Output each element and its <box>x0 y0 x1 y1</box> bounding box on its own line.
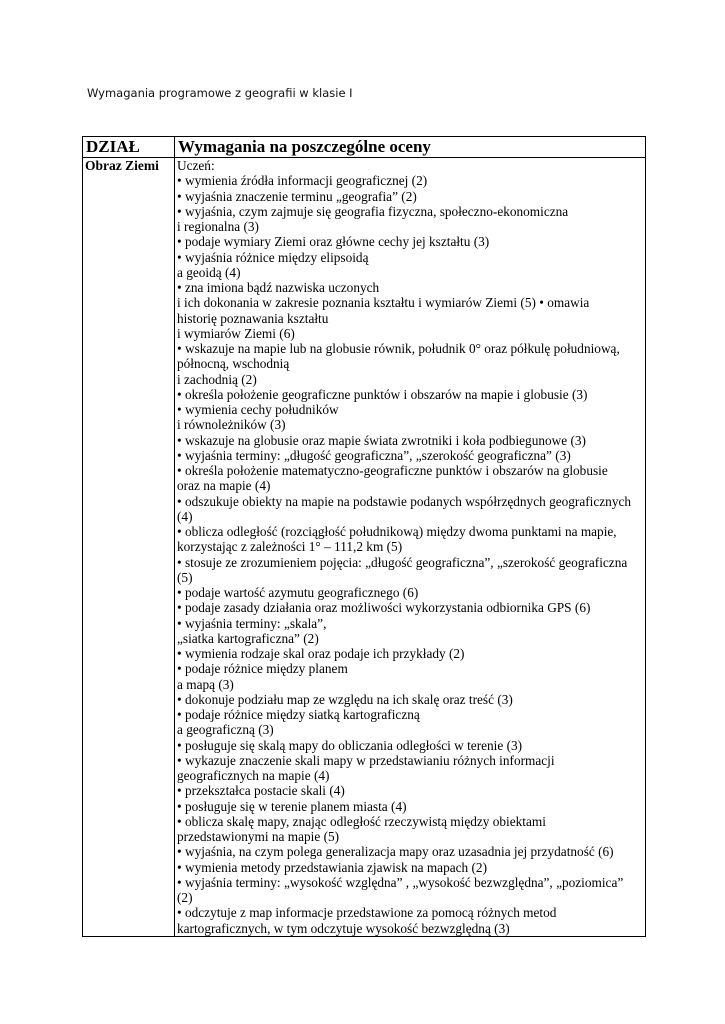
requirement-line: geograficznych na mapie (4) <box>177 768 330 783</box>
requirement-line: • oblicza skalę mapy, znając odległość rzeczywistą między obiektami <box>177 813 546 829</box>
requirement-line: korzystając z zależności 1° – 111,2 km (5) <box>177 539 403 555</box>
requirement-line: • wymienia źródła informacji geograficznej (2) <box>177 173 428 189</box>
header-requirements: Wymagania na poszczególne oceny <box>175 137 646 158</box>
requirement-line: (5) <box>177 569 193 585</box>
requirement-line: • wyjaśnia, na czym polega generalizacja mapy oraz uzasadnia jej przydatność (6) <box>177 844 614 860</box>
requirement-line: • wymienia cechy południków <box>177 402 339 417</box>
requirement-line: • wymienia rodzaje skal oraz podaje ich przykłady (2) <box>177 646 465 661</box>
table-row <box>83 158 646 937</box>
requirement-line: • wskazuje na mapie lub na globusie równik, południk 0° oraz półkulę południową, <box>177 341 620 356</box>
requirement-line: (4) <box>177 508 193 524</box>
requirement-line: • wymienia metody przedstawiania zjawisk na mapach (2) <box>177 859 488 875</box>
requirement-line: • posługuje się w terenie planem miasta (4) <box>177 798 407 814</box>
requirement-line: i równoleżników (3) <box>177 417 286 433</box>
requirement-line: • zna imiona bądź nazwiska uczonych <box>177 280 380 295</box>
requirement-line: • wyjaśnia terminy: „długość geograficzna”, „szerokość geograficzna” (3) <box>177 447 571 463</box>
requirement-line: • stosuje ze zrozumieniem pojęcia: „długość geograficzna”, „szerokość geograficzna <box>177 554 628 570</box>
requirement-line: • podaje różnice między planem <box>177 661 348 677</box>
requirement-line: i ich dokonania w zakresie poznania kształtu i wymiarów Ziemi (5) • omawia <box>177 295 590 311</box>
requirement-line: • oblicza odległość (rozciągłość południkową) między dwoma punktami na mapie, <box>177 524 617 539</box>
requirement-line: • podaje wymiary Ziemi oraz główne cechy jej kształtu (3) <box>177 234 490 250</box>
requirement-line: historię poznawania kształtu <box>177 310 329 326</box>
requirement-line: • wskazuje na globusie oraz mapie świata zwrotniki i koła podbiegunowe (3) <box>177 432 586 448</box>
requirement-line: • wyjaśnia różnice między elipsoidą <box>177 249 369 265</box>
requirement-line: • wyjaśnia terminy: „wysokość względna” , „wysokość bezwzględna”, „poziomica” <box>177 874 624 890</box>
requirement-line: (2) <box>177 890 193 905</box>
requirement-line: i zachodnią (2) <box>177 371 257 387</box>
requirement-line: a geoidą (4) <box>177 264 241 280</box>
requirement-line: i wymiarów Ziemi (6) <box>177 325 295 341</box>
requirement-line: • wyjaśnia terminy: „skala”, <box>177 615 327 631</box>
requirement-line: • odszukuje obiekty na mapie na podstawie podanych współrzędnych geograficznych <box>177 493 632 509</box>
requirement-line: przedstawionymi na mapie (5) <box>177 829 340 844</box>
requirement-line: • przekształca postacie skali (4) <box>177 783 345 799</box>
header-section: DZIAŁ <box>83 137 175 158</box>
requirement-line: • określa położenie matematyczno-geograficzne punktów i obszarów na globusie <box>177 463 608 478</box>
requirement-line: oraz na mapie (4) <box>177 478 271 494</box>
requirement-line: północną, wschodnią <box>177 356 290 372</box>
requirement-line: a mapą (3) <box>177 676 234 692</box>
requirement-line: • podaje wartość azymutu geograficznego (6) <box>177 585 419 600</box>
requirement-line: • określa położenie geograficzne punktów i obszarów na mapie i globusie (3) <box>177 386 588 402</box>
requirement-line: • podaje zasady działania oraz możliwości wykorzystania odbiornika GPS (6) <box>177 600 591 616</box>
requirement-line: • wykazuje znaczenie skali mapy w przedstawianiu różnych informacji <box>177 752 555 768</box>
requirement-line: a geograficzną (3) <box>177 722 274 738</box>
requirement-line: • wyjaśnia znaczenie terminu „geografia” (2) <box>177 188 417 204</box>
requirements-cell <box>175 158 646 937</box>
requirement-line: • podaje różnice między siatką kartograficzną <box>177 707 420 722</box>
requirement-line: • posługuje się skalą mapy do obliczania odległości w terenie (3) <box>177 737 523 753</box>
document-title: Wymagania programowe z geografii w klasie I <box>87 86 353 100</box>
requirement-line: Uczeń: <box>177 158 215 173</box>
table-header-row <box>83 137 646 158</box>
requirement-line: „siatka kartograficzna” (2) <box>177 630 319 646</box>
section-name-cell: Obraz Ziemi <box>83 158 175 937</box>
requirement-line: • odczytuje z map informacje przedstawione za pomocą różnych metod <box>177 905 557 921</box>
requirement-line: kartograficznych, w tym odczytuje wysokość bezwzględną (3) <box>177 920 510 936</box>
requirement-line: i regionalna (3) <box>177 219 259 234</box>
requirement-line: • wyjaśnia, czym zajmuje się geografia fizyczna, społeczno-ekonomiczna <box>177 203 569 219</box>
requirements-table <box>82 136 646 937</box>
requirement-line: • dokonuje podziału map ze względu na ich skalę oraz treść (3) <box>177 691 513 707</box>
